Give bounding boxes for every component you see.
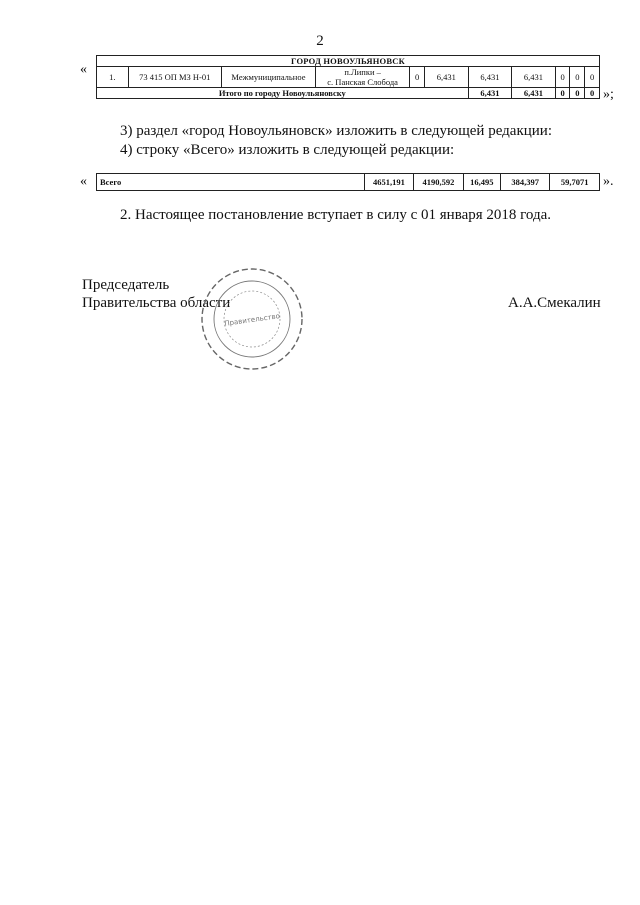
road-code: 73 415 ОП МЗ Н-01: [128, 67, 221, 88]
cell-c1: 0: [410, 67, 425, 88]
road-route: [315, 67, 409, 88]
total-v3: 0: [555, 88, 570, 99]
signature-title-2: Правительства области: [82, 295, 231, 311]
total-all-v4: 384,397: [500, 174, 549, 191]
cell-c5: 0: [555, 67, 570, 88]
total-v1: 6,431: [468, 88, 512, 99]
district-table: [96, 55, 600, 99]
total-all-v2: 4190,592: [414, 174, 463, 191]
section-title: ГОРОД НОВОУЛЬЯНОВСК: [97, 56, 600, 67]
total-all-v3: 16,495: [463, 174, 500, 191]
signature-title-1: Председатель: [82, 277, 170, 293]
close-quote-2: ».: [603, 174, 614, 189]
route-line-1: п.Липки –: [344, 67, 381, 77]
cell-c4: 6,431: [512, 67, 556, 88]
total-v2: 6,431: [512, 88, 556, 99]
total-all-v1: 4651,191: [364, 174, 413, 191]
item-3: 3) раздел «город Новоульяновск» изложить в следующей редакции:: [120, 123, 552, 139]
total-v4: 0: [570, 88, 585, 99]
total-v5: 0: [585, 88, 600, 99]
close-quote: »;: [603, 87, 614, 102]
official-stamp: [198, 265, 306, 373]
table-row: [97, 67, 600, 88]
open-quote-2: «: [80, 174, 87, 189]
stamp-text: Правительство: [223, 312, 281, 328]
cell-c2: 6,431: [425, 67, 469, 88]
signature-name: А.А.Смекалин: [508, 295, 601, 311]
total-label-all: Всего: [97, 174, 365, 191]
item-4: 4) строку «Всего» изложить в следующей редакции:: [120, 142, 455, 158]
cell-c7: 0: [585, 67, 600, 88]
page-number: 2: [316, 33, 324, 49]
clause-2: 2. Настоящее постановление вступает в силу с 01 января 2018 года.: [120, 207, 552, 223]
total-label: Итого по городу Новоульяновску: [97, 88, 469, 99]
cell-c6: 0: [570, 67, 585, 88]
total-row: [97, 88, 600, 99]
total-table: [96, 173, 600, 191]
total-all-v5: 59,7071: [550, 174, 600, 191]
row-number: 1.: [97, 67, 129, 88]
road-type: Межмуниципальное: [221, 67, 315, 88]
cell-c3: 6,431: [468, 67, 512, 88]
open-quote: «: [80, 62, 87, 77]
table-row: [97, 174, 600, 191]
route-line-2: с. Панская Слобода: [327, 77, 398, 87]
